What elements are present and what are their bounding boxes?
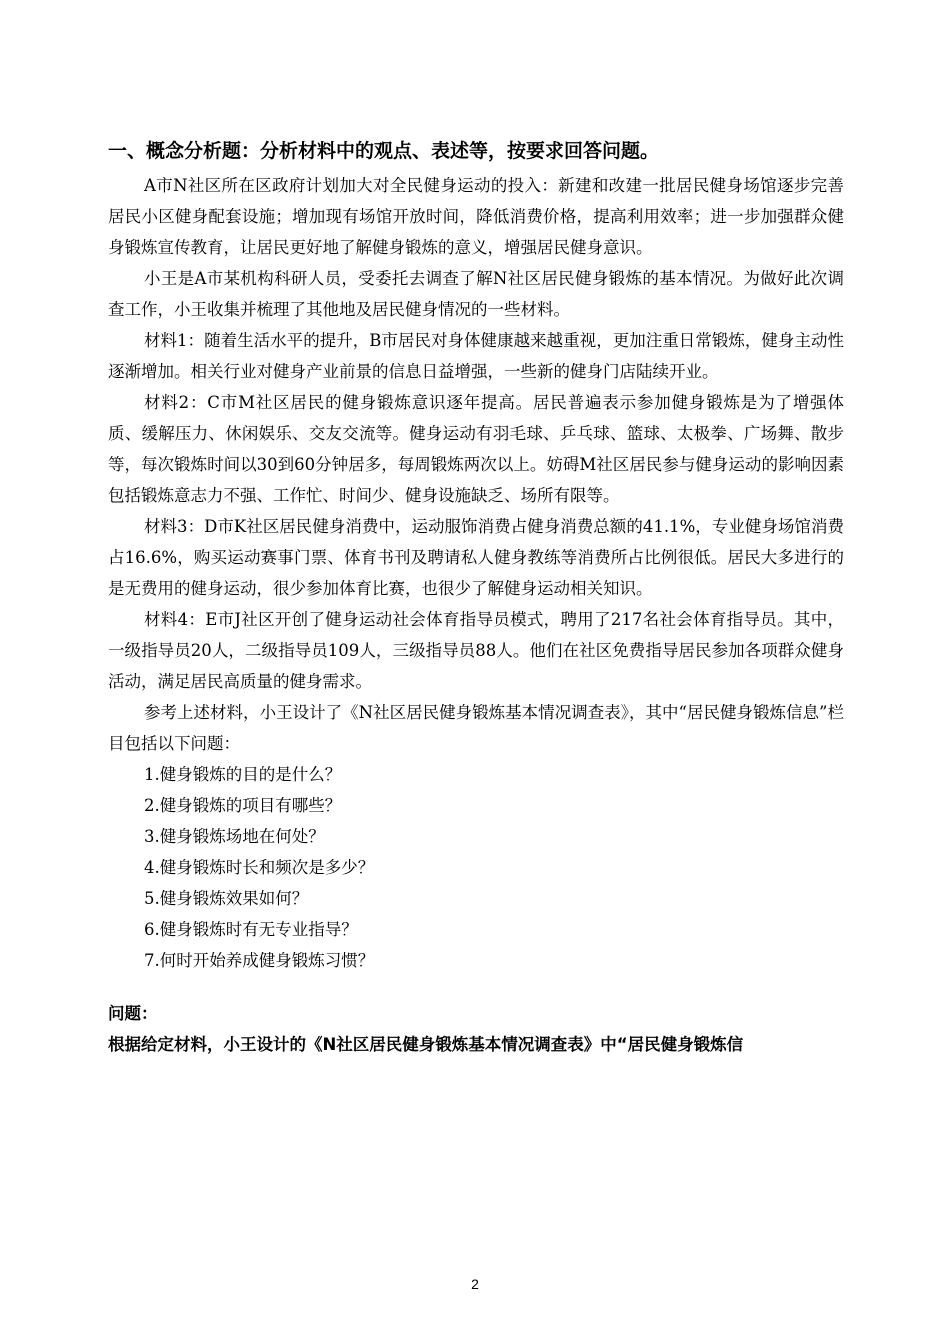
paragraph-survey-intro: 参考上述材料，小王设计了《N社区居民健身锻炼基本情况调查表》，其中“居民健身锻炼信息”栏目包括以下问题： [108,703,844,753]
problem-text: 根据给定材料，小王设计的《N社区居民健身锻炼基本情况调查表》中“居民健身锻炼信 [108,1035,744,1054]
question-item-6: 6.健身锻炼时有无专业指导？ [144,920,358,939]
paragraph-intro: A市N社区所在区政府计划加大对全民健身运动的投入：新建和改建一批居民健身场馆逐步完善居民小区健身配套设施；增加现有场馆开放时间，降低消费价格，提高利用效率；进一步加强群众健身锻炼宣传教育，让居民更好地了解健身锻炼的意义，增强居民健身意识。 [108,176,844,257]
section-heading: 一、概念分析题：分析材料中的观点、表述等，按要求回答问题。 [108,140,660,162]
paragraph-material-1: 材料1：随着生活水平的提升，B市居民对身体健康越来越重视，更加注重日常锻炼，健身主动性逐渐增加。相关行业对健身产业前景的信息日益增强，一些新的健身门店陆续开业。 [108,331,844,381]
question-item-3: 3.健身锻炼场地在何处？ [144,827,325,846]
problem-label: 问题： [108,1004,158,1023]
paragraph-material-4: 材料4：E市J社区开创了健身运动社会体育指导员模式，聘用了217名社会体育指导员。其中，一级指导员20人，二级指导员109人，三级指导员88人。他们在社区免费指导居民参加各项群众健身活动，满足居民高质量的健身需求。 [108,610,844,691]
paragraph-background: 小王是A市某机构科研人员，受委托去调查了解N社区居民健身锻炼的基本情况。为做好此次调查工作，小王收集并梳理了其他地及居民健身情况的一些材料。 [108,269,844,319]
question-item-4: 4.健身锻炼时长和频次是多少？ [144,858,375,877]
question-item-1: 1.健身锻炼的目的是什么？ [144,765,342,784]
page-number: 2 [471,1276,479,1292]
question-item-5: 5.健身锻炼效果如何？ [144,889,309,908]
paragraph-material-3: 材料3：D市K社区居民健身消费中，运动服饰消费占健身消费总额的41.1%，专业健身场馆消费占16.6%，购买运动赛事门票、体育书刊及聘请私人健身教练等消费所占比例很低。居民大多进行的是无费用的健身运动，很少参加体育比赛，也很少了解健身运动相关知识。 [108,517,844,598]
question-item-7: 7.何时开始养成健身锻炼习惯？ [144,951,375,970]
paragraph-material-2: 材料2：C市M社区居民的健身锻炼意识逐年提高。居民普遍表示参加健身锻炼是为了增强体质、缓解压力、休闲娱乐、交友交流等。健身运动有羽毛球、乒乓球、篮球、太极拳、广场舞、散步等，每次锻炼时间以30到60分钟居多，每周锻炼两次以上。妨碍M社区居民参与健身运动的影响因素包括锻炼意志力不强、工作忙、时间少、健身设施缺乏、场所有限等。 [108,393,844,505]
page-content [108,134,844,1060]
question-item-2: 2.健身锻炼的项目有哪些？ [144,796,342,815]
